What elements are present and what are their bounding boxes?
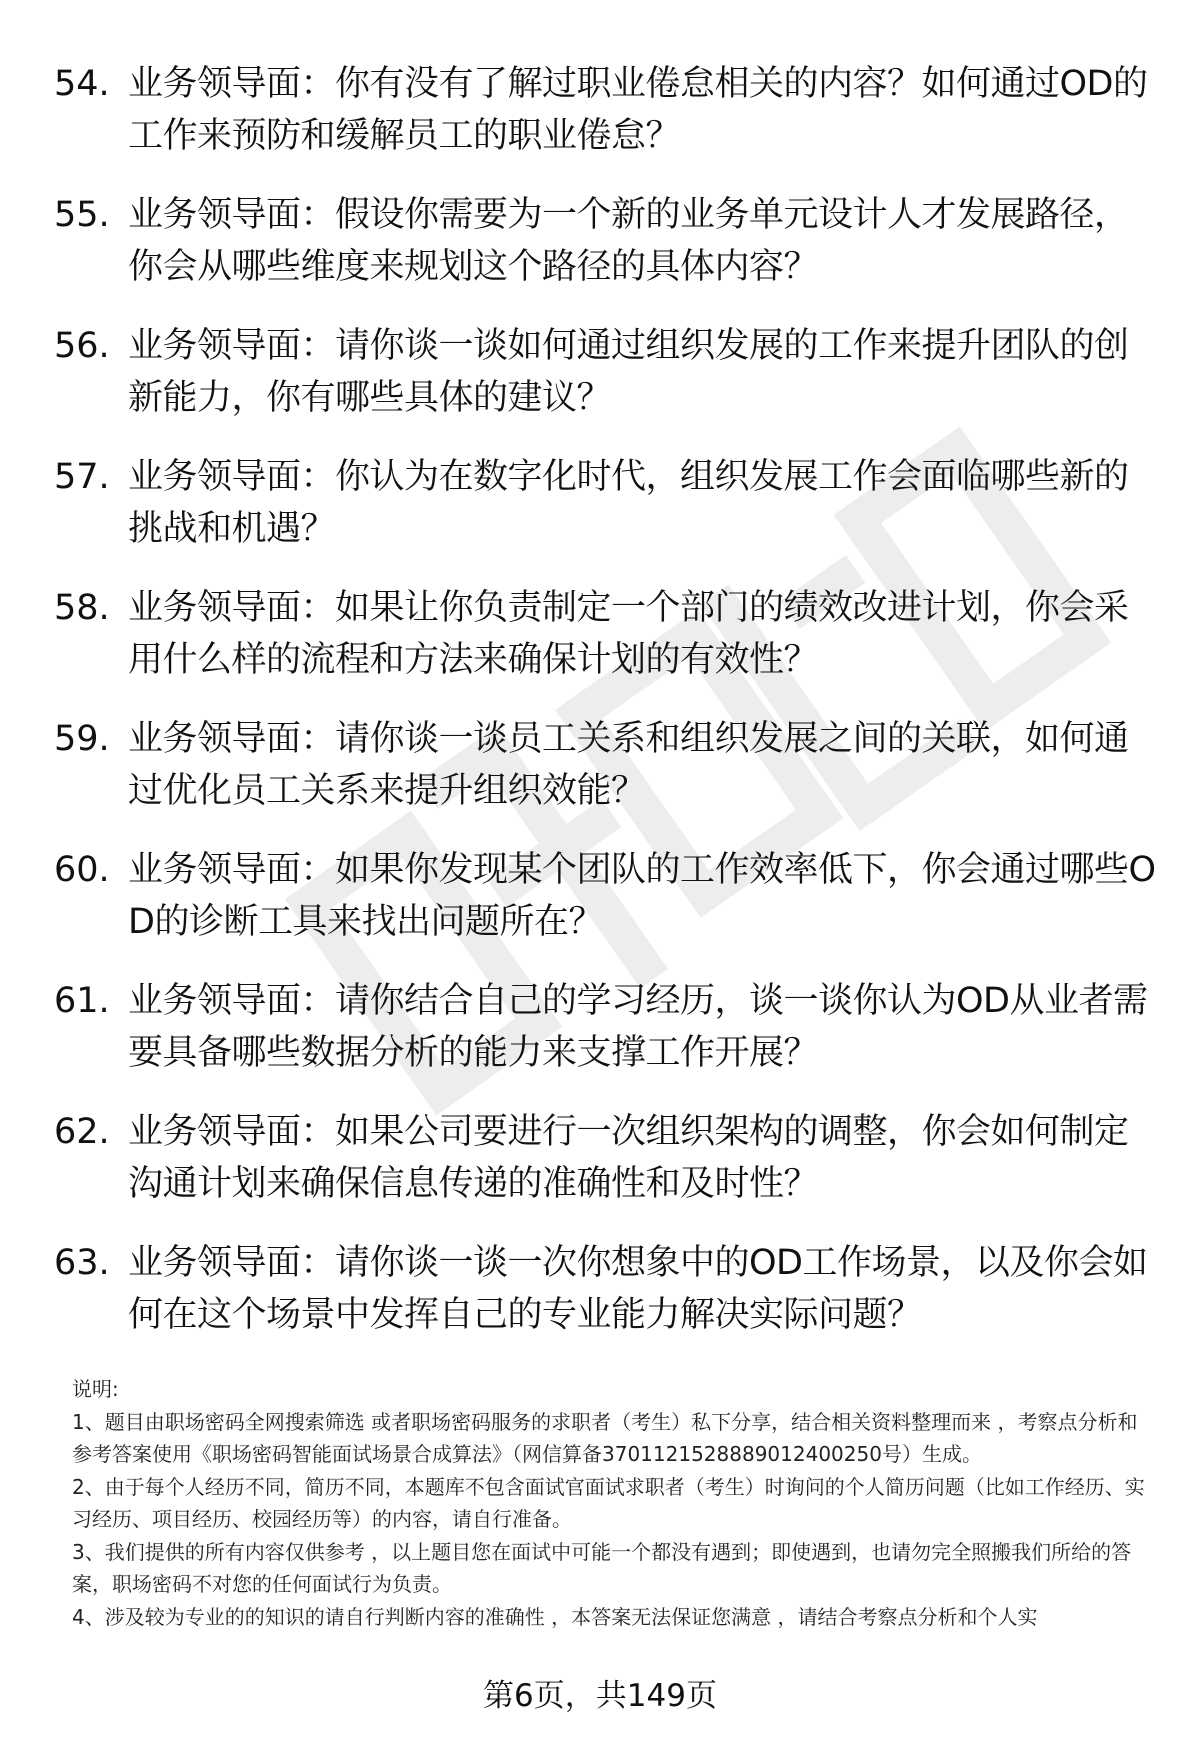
question-number: 54. (54, 64, 110, 104)
note-item: 3、我们提供的所有内容仅供参考 ，以上题目您在面试中可能一个都没有遇到；即使遇到，也请勿完全照搬我们所给的答案，职场密码不对您的任何面试行为负责。 (72, 1539, 1132, 1596)
question-item (0, 451, 1200, 582)
question-number: 60. (54, 850, 110, 890)
question-item (0, 582, 1200, 713)
question-text: 业务领导面：假设你需要为一个新的业务单元设计人才发展路径，你会从哪些维度来规划这个路径的具体内容？ (128, 195, 1129, 287)
notes-heading: 说明: (72, 1377, 119, 1401)
question-text: 业务领导面：如果让你负责制定一个部门的绩效改进计划，你会采用什么样的流程和方法来确保计划的有效性？ (128, 588, 1129, 680)
question-number: 58. (54, 588, 110, 628)
question-text: 业务领导面：请你谈一谈一次你想象中的OD工作场景，以及你会如何在这个场景中发挥自己的专业能力解决实际问题？ (128, 1243, 1148, 1335)
question-item (0, 189, 1200, 320)
question-number: 56. (54, 326, 110, 366)
question-number: 61. (54, 981, 110, 1021)
question-number: 57. (54, 457, 110, 497)
question-text: 业务领导面：如果你发现某个团队的工作效率低下，你会通过哪些OD的诊断工具来找出问题所在？ (128, 850, 1156, 942)
notes-section (72, 1373, 1152, 1633)
question-number: 59. (54, 719, 110, 759)
question-text: 业务领导面：你认为在数字化时代，组织发展工作会面临哪些新的挑战和机遇？ (128, 457, 1129, 549)
question-number: 55. (54, 195, 110, 235)
question-text: 业务领导面：请你结合自己的学习经历，谈一谈你认为OD从业者需要具备哪些数据分析的能力来支撑工作开展？ (128, 981, 1148, 1073)
question-item (0, 320, 1200, 451)
question-item (0, 1106, 1200, 1237)
question-text: 业务领导面：你有没有了解过职业倦怠相关的内容？如何通过OD的工作来预防和缓解员工的职业倦怠？ (128, 64, 1148, 156)
question-item (0, 713, 1200, 844)
question-item (0, 1237, 1200, 1368)
question-item (0, 844, 1200, 975)
question-number: 63. (54, 1243, 110, 1283)
question-number: 62. (54, 1112, 110, 1152)
note-item: 2、由于每个人经历不同，简历不同，本题库不包含面试官面试求职者（考生）时询问的个人简历问题（比如工作经历、实习经历、项目经历、校园经历等）的内容，请自行准备。 (72, 1474, 1145, 1531)
question-item (0, 975, 1200, 1106)
question-text: 业务领导面：请你谈一谈如何通过组织发展的工作来提升团队的创新能力，你有哪些具体的建议？ (128, 326, 1129, 418)
note-item: 1、题目由职场密码全网搜索筛选 或者职场密码服务的求职者（考生）私下分享，结合相关资料整理而来 ，考察点分析和参考答案使用《职场密码智能面试场景合成算法》（网信算备3701121528889012400250号）生成。 (72, 1409, 1138, 1466)
question-text: 业务领导面：请你谈一谈员工关系和组织发展之间的关联，如何通过优化员工关系来提升组织效能？ (128, 719, 1129, 811)
note-item: 4、涉及较为专业的的知识的请自行判断内容的准确性 ，本答案无法保证您满意 ，请结合考察点分析和个人实 (72, 1604, 1038, 1629)
question-item (0, 58, 1200, 189)
question-text: 业务领导面：如果公司要进行一次组织架构的调整，你会如何制定沟通计划来确保信息传递的准确性和及时性？ (128, 1112, 1129, 1204)
question-list (0, 58, 1200, 1368)
page-indicator: 第6页，共149页 (483, 1678, 717, 1714)
